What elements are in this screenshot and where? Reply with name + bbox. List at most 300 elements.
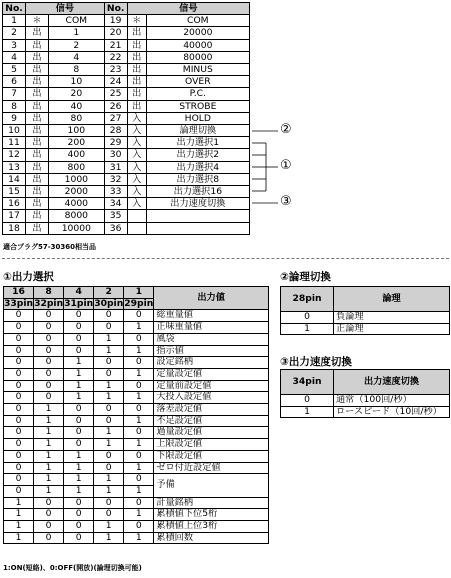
bit-value: 0 (64, 427, 94, 439)
bit-value: 1 (124, 322, 154, 334)
logic-header: 論理 (334, 287, 450, 312)
pin-row (3, 186, 250, 198)
bit-value: 1 (124, 462, 154, 474)
pin-no-right: 30 (104, 149, 127, 161)
pin-dir-right: 入 (127, 137, 146, 149)
pin-signal-left: 10 (49, 76, 105, 88)
pin-dir-right: ＊ (127, 15, 146, 27)
pin-no-left: 10 (3, 125, 26, 137)
output-value: 過量設定値 (154, 427, 269, 439)
output-value: 定量設定値 (154, 368, 269, 380)
bit-value: 0 (4, 310, 34, 322)
pin-signal-right: HOLD (146, 112, 249, 124)
output-select-body (4, 310, 269, 544)
pin-no-left: 15 (3, 186, 26, 198)
output-row (4, 380, 269, 392)
bit-value: 0 (4, 462, 34, 474)
bit-value: 1 (124, 485, 154, 497)
pin-dir-left: 出 (26, 137, 49, 149)
pin-signal-right: 出力選択16 (146, 186, 249, 198)
pin-no-left: 17 (3, 210, 26, 222)
pin-dir-right: 出 (127, 100, 146, 112)
bit-value: 0 (34, 497, 64, 509)
bit-value: 0 (4, 368, 34, 380)
bit-value: 1 (34, 462, 64, 474)
logic-pin-value: 0 (281, 312, 334, 324)
pin-dir-right: 入 (127, 149, 146, 161)
bit-value: 1 (34, 427, 64, 439)
pin-no-left: 8 (3, 100, 26, 112)
output-row (4, 333, 269, 345)
pin-no-left: 3 (3, 39, 26, 51)
bit-header-row (4, 287, 269, 299)
speed-label: ロースピード（10回/秒） (334, 406, 450, 418)
bit-value: 0 (34, 368, 64, 380)
output-value: 上限設定値 (154, 439, 269, 451)
pin-signal-right: 出力選択4 (146, 161, 249, 173)
output-row (4, 427, 269, 439)
pin-signal-left: COM (49, 15, 105, 27)
bit-value: 0 (94, 404, 124, 416)
pin-dir-right: 入 (127, 112, 146, 124)
bit-value: 0 (64, 439, 94, 451)
logic-row (281, 312, 450, 324)
pin-dir-left: 出 (26, 149, 49, 161)
annotation-mark-logic: ② (280, 122, 292, 137)
output-row (4, 345, 269, 357)
bit-4: 4 (64, 287, 94, 299)
pin-dir-left: 出 (26, 64, 49, 76)
output-row (4, 310, 269, 322)
pin-signal-right: 80000 (146, 51, 249, 63)
pin-row (3, 64, 250, 76)
bit-value: 0 (4, 415, 34, 427)
bit-value: 0 (34, 532, 64, 544)
output-value: 総重量値 (154, 310, 269, 322)
bit-value: 1 (124, 532, 154, 544)
logic-switch-table (280, 286, 450, 335)
pin-no-left: 2 (3, 27, 26, 39)
pin-signal-left: 800 (49, 161, 105, 173)
bit-value: 1 (64, 368, 94, 380)
pin-no-right: 22 (104, 51, 127, 63)
plug-note: 適合プラグ57-30360相当品 (3, 243, 96, 251)
bit-value: 0 (94, 415, 124, 427)
bit-value: 0 (94, 322, 124, 334)
speed-label: 通常（100回/秒） (334, 395, 450, 407)
bit-value: 1 (124, 439, 154, 451)
pin-signal-left: 80 (49, 112, 105, 124)
pin-no-right: 36 (104, 222, 127, 234)
output-row (4, 404, 269, 416)
bit-value: 1 (94, 532, 124, 544)
pin-row (3, 51, 250, 63)
bit-value: 0 (94, 310, 124, 322)
bit-value: 1 (94, 439, 124, 451)
bit-value: 1 (34, 415, 64, 427)
pin-no-right: 31 (104, 161, 127, 173)
pin-no-right: 24 (104, 76, 127, 88)
pin-no-right: 23 (104, 64, 127, 76)
pin-no-right: 27 (104, 112, 127, 124)
pin-signal-left: 1000 (49, 173, 105, 185)
bit-value: 1 (64, 450, 94, 462)
output-value: 正味重量値 (154, 322, 269, 334)
bit-value: 0 (34, 357, 64, 369)
bit-value: 1 (34, 485, 64, 497)
bit-value: 1 (94, 474, 124, 486)
pin-dir-left: ＊ (26, 15, 49, 27)
pin-dir-left: 出 (26, 27, 49, 39)
bit-value: 0 (64, 333, 94, 345)
pin-dir-left: 出 (26, 112, 49, 124)
logic-pin-header: 28pin (281, 287, 334, 312)
bit-value: 0 (4, 404, 34, 416)
bit-value: 0 (4, 450, 34, 462)
bit-value: 0 (124, 404, 154, 416)
bit-value: 1 (4, 521, 34, 533)
pin-dir-right: 入 (127, 161, 146, 173)
pin-dir-right: 入 (127, 198, 146, 210)
logic-switch-title: ②論理切換 (280, 271, 331, 283)
output-row (4, 532, 269, 544)
pin-no-right: 34 (104, 198, 127, 210)
bit-value: 0 (4, 345, 34, 357)
pin-29: 29pin (124, 297, 154, 309)
output-row (4, 497, 269, 509)
bit-2: 2 (94, 287, 124, 299)
pin-dir-right (127, 210, 146, 222)
bit-value: 0 (124, 357, 154, 369)
pin-signal-left: 4 (49, 51, 105, 63)
pin-dir-left: 出 (26, 173, 49, 185)
pin-no-left: 11 (3, 137, 26, 149)
pin-dir-left: 出 (26, 161, 49, 173)
bit-value: 0 (124, 333, 154, 345)
bit-16: 16 (4, 287, 34, 299)
bit-value: 0 (4, 439, 34, 451)
output-value: 予備 (154, 474, 269, 497)
pin-row (3, 76, 250, 88)
pin-dir-right: 入 (127, 125, 146, 137)
pin-dir-right: 入 (127, 173, 146, 185)
bit-value: 0 (64, 532, 94, 544)
bit-value: 1 (94, 485, 124, 497)
output-value: 指示値 (154, 345, 269, 357)
output-value: ゼロ付近設定値 (154, 462, 269, 474)
bit-value: 0 (94, 497, 124, 509)
pin-dir-right (127, 222, 146, 234)
bit-value: 0 (34, 392, 64, 404)
pin-row (3, 198, 250, 210)
bit-value: 0 (64, 310, 94, 322)
pin-signal-right: OVER (146, 76, 249, 88)
annotation-brackets (250, 0, 310, 215)
output-value-header: 出力値 (154, 287, 269, 310)
output-row (4, 439, 269, 451)
bit-value: 1 (34, 404, 64, 416)
pin-signal-left: 10000 (49, 222, 105, 234)
bit-value: 1 (124, 368, 154, 380)
pin-row (3, 112, 250, 124)
speed-pin-value: 1 (281, 406, 334, 418)
header-signal-left: 信号 (26, 3, 105, 15)
bit-value: 1 (64, 485, 94, 497)
pin-32: 32pin (34, 297, 64, 309)
pin-dir-left: 出 (26, 125, 49, 137)
output-row (4, 462, 269, 474)
output-value: 落差設定値 (154, 404, 269, 416)
bit-value: 1 (94, 427, 124, 439)
pin-signal-right: MINUS (146, 64, 249, 76)
pin-no-left: 18 (3, 222, 26, 234)
pin-signal-left: 4000 (49, 198, 105, 210)
bit-value: 0 (64, 521, 94, 533)
bit-value: 0 (64, 509, 94, 521)
bit-value: 0 (124, 310, 154, 322)
bit-8: 8 (34, 287, 64, 299)
pin-no-right: 26 (104, 100, 127, 112)
bit-value: 0 (4, 333, 34, 345)
bit-value: 0 (4, 322, 34, 334)
bit-value: 1 (64, 392, 94, 404)
pin-row (3, 149, 250, 161)
pin-dir-right: 出 (127, 51, 146, 63)
bit-value: 0 (64, 497, 94, 509)
pin-no-left: 7 (3, 88, 26, 100)
pin-dir-left: 出 (26, 76, 49, 88)
output-value: 累積回数 (154, 532, 269, 544)
pin-row (3, 100, 250, 112)
bit-value: 0 (124, 450, 154, 462)
output-row (4, 509, 269, 521)
pin-no-right: 32 (104, 173, 127, 185)
pin-no-left: 1 (3, 15, 26, 27)
pin-signal-right: COM (146, 15, 249, 27)
pin-signal-left: 100 (49, 125, 105, 137)
bit-value: 0 (4, 380, 34, 392)
logic-pin-value: 1 (281, 323, 334, 335)
pin-signal-left: 40 (49, 100, 105, 112)
pin-no-right: 20 (104, 27, 127, 39)
pin-dir-left: 出 (26, 186, 49, 198)
bit-value: 0 (94, 357, 124, 369)
pin-30: 30pin (94, 297, 124, 309)
output-value: 大投入設定値 (154, 392, 269, 404)
bit-value: 0 (34, 509, 64, 521)
logic-header-row (281, 287, 450, 312)
logic-row (281, 323, 450, 335)
output-row (4, 415, 269, 427)
bit-value: 0 (34, 345, 64, 357)
pin-signal-left: 400 (49, 149, 105, 161)
header-no-left: No. (3, 3, 26, 15)
pin-dir-left: 出 (26, 210, 49, 222)
pin-dir-left: 出 (26, 100, 49, 112)
output-value: 設定銘柄 (154, 357, 269, 369)
bit-value: 1 (4, 509, 34, 521)
pin-signal-right (146, 210, 249, 222)
speed-switch-title: ③出力速度切換 (280, 356, 352, 368)
output-row (4, 357, 269, 369)
bit-value: 1 (4, 532, 34, 544)
pin-signal-right: 40000 (146, 39, 249, 51)
pin-signal-right: 出力速度切換 (146, 198, 249, 210)
speed-header-row (281, 370, 450, 395)
speed-row (281, 406, 450, 418)
footer-note: 1:ON(短絡)、0:OFF(開放)(論理切換可能) (3, 564, 142, 572)
speed-row (281, 395, 450, 407)
speed-switch-table (280, 369, 450, 418)
bit-value: 0 (124, 427, 154, 439)
pin-signal-right: 論理切換 (146, 125, 249, 137)
bit-value: 0 (124, 474, 154, 486)
bit-value: 0 (4, 485, 34, 497)
bit-value: 1 (94, 345, 124, 357)
bit-value: 1 (124, 415, 154, 427)
logic-label: 正論理 (334, 323, 450, 335)
output-row (4, 392, 269, 404)
bit-value: 1 (124, 392, 154, 404)
bit-value: 1 (64, 357, 94, 369)
pin-signal-right: 出力選択1 (146, 137, 249, 149)
bit-value: 0 (4, 427, 34, 439)
bit-value: 1 (34, 474, 64, 486)
pin-signal-left: 20 (49, 88, 105, 100)
pin-assignment-table (2, 2, 250, 235)
bit-value: 1 (94, 380, 124, 392)
pin-no-right: 35 (104, 210, 127, 222)
output-row (4, 521, 269, 533)
bit-value: 0 (94, 509, 124, 521)
pin-signal-left: 1 (49, 27, 105, 39)
pin-dir-right: 出 (127, 88, 146, 100)
bit-value: 0 (4, 474, 34, 486)
bit-value: 0 (64, 345, 94, 357)
annotation-mark-speed: ③ (280, 194, 292, 209)
pin-dir-left: 出 (26, 39, 49, 51)
pin-dir-right: 出 (127, 64, 146, 76)
pin-no-right: 33 (104, 186, 127, 198)
pin-no-right: 25 (104, 88, 127, 100)
pin-no-left: 6 (3, 76, 26, 88)
pin-no-right: 21 (104, 39, 127, 51)
bit-value: 1 (94, 392, 124, 404)
bit-value: 0 (34, 333, 64, 345)
pin-dir-right: 入 (127, 186, 146, 198)
pin-row (3, 88, 250, 100)
bit-value: 0 (124, 497, 154, 509)
output-value: 累積値上位3桁 (154, 521, 269, 533)
bit-value: 0 (64, 322, 94, 334)
bit-value: 0 (34, 521, 64, 533)
bit-value: 1 (94, 521, 124, 533)
pin-table-body (3, 15, 250, 235)
bit-value: 1 (64, 380, 94, 392)
pin-no-left: 16 (3, 198, 26, 210)
bit-value: 1 (4, 497, 34, 509)
pin-row (3, 39, 250, 51)
output-value: 累積値下位5桁 (154, 509, 269, 521)
pin-signal-left: 2000 (49, 186, 105, 198)
pin-row (3, 222, 250, 234)
pin-signal-left: 8 (49, 64, 105, 76)
logic-label: 負論理 (334, 312, 450, 324)
pin-31: 31pin (64, 297, 94, 309)
speed-pin-header: 34pin (281, 370, 334, 395)
pin-signal-right: 出力選択2 (146, 149, 249, 161)
bit-value: 1 (34, 450, 64, 462)
output-row (4, 368, 269, 380)
pin-signal-left: 8000 (49, 210, 105, 222)
output-select-table (3, 286, 269, 544)
output-value: 風袋 (154, 333, 269, 345)
bit-value: 0 (64, 415, 94, 427)
bit-value: 0 (34, 322, 64, 334)
pin-signal-right (146, 222, 249, 234)
annotation-mark-output: ① (280, 158, 292, 173)
pin-no-right: 19 (104, 15, 127, 27)
speed-pin-value: 0 (281, 395, 334, 407)
pin-row (3, 15, 250, 27)
bit-value: 1 (124, 345, 154, 357)
bit-value: 0 (4, 357, 34, 369)
bit-value: 0 (64, 404, 94, 416)
pin-no-right: 28 (104, 125, 127, 137)
pin-signal-right: 出力選択8 (146, 173, 249, 185)
pin-signal-right: 20000 (146, 27, 249, 39)
pin-signal-right: P.C. (146, 88, 249, 100)
bit-value: 0 (94, 368, 124, 380)
pin-33: 33pin (4, 297, 34, 309)
pin-row (3, 173, 250, 185)
pin-row (3, 161, 250, 173)
bit-value: 1 (124, 509, 154, 521)
pin-signal-left: 2 (49, 39, 105, 51)
section-divider (2, 258, 449, 259)
pin-row (3, 27, 250, 39)
bit-value: 0 (34, 310, 64, 322)
speed-header: 出力速度切換 (334, 370, 450, 395)
output-value: 計量銘柄 (154, 497, 269, 509)
bit-value: 1 (64, 462, 94, 474)
pin-no-left: 13 (3, 161, 26, 173)
bit-1: 1 (124, 287, 154, 299)
pin-no-left: 4 (3, 51, 26, 63)
pin-dir-left: 出 (26, 51, 49, 63)
bit-value: 0 (124, 521, 154, 533)
pin-dir-left: 出 (26, 88, 49, 100)
pin-row (3, 210, 250, 222)
pin-no-right: 29 (104, 137, 127, 149)
output-row (4, 474, 269, 486)
pin-dir-left: 出 (26, 222, 49, 234)
pin-table-header (3, 3, 250, 15)
header-signal-right: 信号 (127, 3, 249, 15)
bit-value: 1 (64, 474, 94, 486)
pin-no-left: 14 (3, 173, 26, 185)
bit-value: 0 (94, 462, 124, 474)
pin-dir-right: 出 (127, 76, 146, 88)
pin-signal-right: STROBE (146, 100, 249, 112)
bit-value: 0 (94, 450, 124, 462)
bit-value: 1 (34, 439, 64, 451)
bit-value: 1 (94, 333, 124, 345)
output-value: 不足設定値 (154, 415, 269, 427)
pin-no-left: 9 (3, 112, 26, 124)
pin-row (3, 125, 250, 137)
bit-value: 0 (4, 392, 34, 404)
